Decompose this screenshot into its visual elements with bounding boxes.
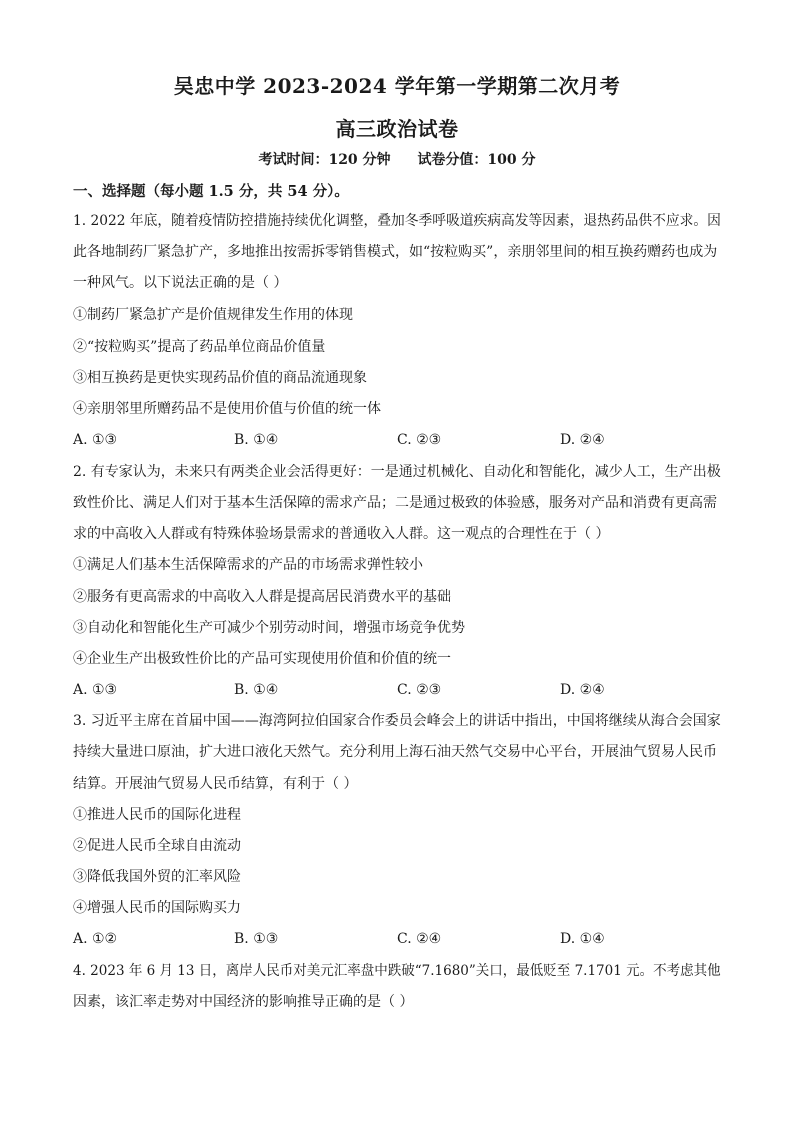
question-2-option-d[interactable]: D. ②④: [560, 682, 605, 698]
question-1-statement-2: ②“按粒购买”提高了药品单位商品价值量: [73, 339, 326, 355]
question-1-option-d[interactable]: D. ②④: [560, 432, 605, 448]
question-4-stem-line-1: 4. 2023 年 6 月 13 日，离岸人民币对美元汇率盘中跌破“7.1680”关口，最低贬至 7.1701 元。不考虑其他: [73, 963, 721, 979]
question-2-statement-3: ③自动化和智能化生产可减少个别劳动时间，增强市场竞争优势: [73, 620, 465, 636]
question-3-statement-2: ②促进人民币全球自由流动: [73, 838, 241, 854]
section-heading: 一、选择题（每小题 1.5 分，共 54 分）。: [73, 183, 349, 200]
question-2-statement-4: ④企业生产出极致性价比的产品可实现使用价值和价值的统一: [73, 651, 451, 667]
question-3-option-d[interactable]: D. ①④: [560, 931, 605, 947]
exam-time: 考试时间：120 分钟: [258, 152, 391, 168]
question-1-statement-1: ①制药厂紧急扩产是价值规律发生作用的体现: [73, 307, 353, 323]
exam-subtitle: 高三政治试卷: [335, 117, 459, 141]
question-3-statement-1: ①推进人民币的国际化进程: [73, 807, 241, 823]
question-1-statement-3: ③相互换药是更快实现药品价值的商品流通现象: [73, 370, 367, 386]
question-1-statement-4: ④亲朋邻里所赠药品不是使用价值与价值的统一体: [73, 401, 381, 417]
question-1-option-c[interactable]: C. ②③: [397, 432, 442, 448]
exam-meta: [0, 149, 794, 169]
question-2-statement-2: ②服务有更高需求的中高收入人群是提高居民消费水平的基础: [73, 589, 451, 605]
question-3-option-b[interactable]: B. ①③: [234, 931, 279, 947]
question-4-stem-line-2: 因素，该汇率走势对中国经济的影响推导正确的是（ ）: [73, 994, 414, 1010]
question-2-statement-1: ①满足人们基本生活保障需求的产品的市场需求弹性较小: [73, 557, 423, 573]
question-3-option-a[interactable]: A. ①②: [73, 931, 118, 947]
question-3-stem-line-3: 结算。开展油气贸易人民币结算，有利于（ ）: [73, 776, 358, 792]
question-1-stem-line-2: 此各地制药厂紧急扩产，多地推出按需拆零销售模式，如“按粒购买”，亲朋邻里间的相互换药赠药也成为: [73, 244, 718, 260]
exam-score: 试卷分值：100 分: [417, 152, 536, 168]
exam-title: 吴忠中学 2023-2024 学年第一学期第二次月考: [173, 74, 621, 98]
question-2-stem-line-1: 2. 有专家认为，未来只有两类企业会活得更好：一是通过机械化、自动化和智能化，减少人工，生产出极: [73, 464, 721, 480]
question-1-option-a[interactable]: A. ①③: [73, 432, 118, 448]
question-3-statement-3: ③降低我国外贸的汇率风险: [73, 869, 241, 885]
question-3-stem-line-2: 持续大量进口原油，扩大进口液化天然气。充分利用上海石油天然气交易中心平台，开展油气贸易人民币: [73, 744, 717, 760]
question-2-option-a[interactable]: A. ①③: [73, 682, 118, 698]
question-3-statement-4: ④增强人民币的国际购买力: [73, 900, 241, 916]
question-3-stem-line-1: 3. 习近平主席在首届中国——海湾阿拉伯国家合作委员会峰会上的讲话中指出，中国将继续从海合会国家: [73, 713, 721, 729]
question-1-option-b[interactable]: B. ①④: [234, 432, 279, 448]
question-3-option-c[interactable]: C. ②④: [397, 931, 442, 947]
question-1-stem-line-3: 一种风气。以下说法正确的是（ ）: [73, 275, 288, 291]
question-1-stem-line-1: 1. 2022 年底，随着疫情防控措施持续优化调整，叠加冬季呼吸道疾病高发等因素，退热药品供不应求。因: [73, 213, 721, 229]
question-2-stem-line-2: 致性价比、满足人们对于基本生活保障的需求产品；二是通过极致的体验感，服务对产品和消费有更高需: [73, 495, 717, 511]
question-2-stem-line-3: 求的中高收入人群或有特殊体验场景需求的普通收入人群。这一观点的合理性在于（ ）: [73, 526, 610, 542]
question-2-option-b[interactable]: B. ①④: [234, 682, 279, 698]
question-2-option-c[interactable]: C. ②③: [397, 682, 442, 698]
